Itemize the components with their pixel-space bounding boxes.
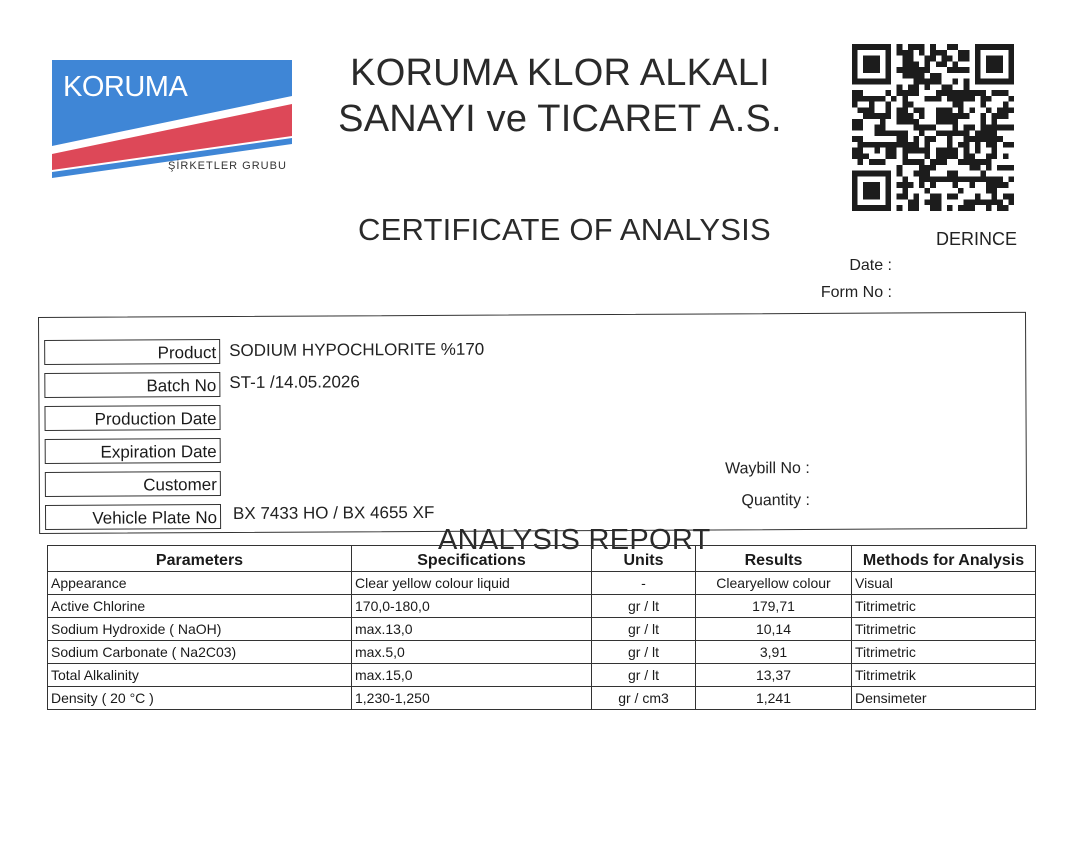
logo-name: KORUMA bbox=[63, 71, 188, 103]
method-cell: Densimeter bbox=[852, 687, 1036, 710]
table-row bbox=[48, 687, 1036, 710]
method-cell: Titrimetric bbox=[852, 641, 1036, 664]
table-row bbox=[48, 618, 1036, 641]
certificate-title: CERTIFICATE OF ANALYSIS bbox=[358, 212, 771, 247]
spec-cell: Clear yellow colour liquid bbox=[352, 572, 592, 595]
spec-cell: max.15,0 bbox=[352, 664, 592, 687]
result-cell: 3,91 bbox=[696, 641, 852, 664]
spec-cell: max.5,0 bbox=[352, 641, 592, 664]
unit-cell: gr / lt bbox=[592, 664, 696, 687]
date-label: Date : bbox=[849, 257, 892, 274]
method-cell: Titrimetric bbox=[852, 618, 1036, 641]
logo-subtitle: ŞİRKETLER GRUBU bbox=[168, 160, 287, 172]
result-cell: 13,37 bbox=[696, 664, 852, 687]
form-number-label: Form No : bbox=[820, 284, 892, 301]
result-cell: 1,241 bbox=[696, 687, 852, 710]
parameter-cell: Total Alkalinity bbox=[48, 664, 352, 687]
vehicle-plate-value: BX 7433 HO / BX 4655 XF bbox=[232, 502, 435, 523]
method-cell: Visual bbox=[852, 572, 1036, 595]
parameter-cell: Appearance bbox=[48, 572, 352, 595]
parameter-cell: Sodium Carbonate ( Na2C03) bbox=[48, 641, 352, 664]
product-info-box bbox=[38, 312, 1027, 534]
production-date-label: Production Date bbox=[44, 405, 220, 431]
unit-cell: gr / lt bbox=[592, 595, 696, 618]
waybill-label: Waybill No : bbox=[724, 459, 810, 478]
batch-value: ST-1 /14.05.2026 bbox=[229, 372, 360, 392]
company-name-line1: KORUMA KLOR ALKALI bbox=[350, 52, 770, 94]
table-row bbox=[48, 595, 1036, 618]
parameter-cell: Sodium Hydroxide ( NaOH) bbox=[48, 618, 352, 641]
table-row bbox=[48, 664, 1036, 687]
batch-label: Batch No bbox=[44, 372, 220, 398]
unit-cell: gr / lt bbox=[592, 618, 696, 641]
customer-label: Customer bbox=[45, 471, 221, 497]
product-value: SODIUM HYPOCHLORITE %170 bbox=[229, 339, 485, 360]
result-cell: 179,71 bbox=[696, 595, 852, 618]
unit-cell: - bbox=[592, 572, 696, 595]
analysis-table bbox=[47, 545, 1035, 745]
qr-code-icon bbox=[852, 44, 1014, 211]
quantity-label: Quantity : bbox=[741, 491, 811, 510]
parameter-cell: Density ( 20 °C ) bbox=[48, 687, 352, 710]
header-parameters: Parameters bbox=[48, 546, 352, 572]
vehicle-plate-label: Vehicle Plate No bbox=[45, 504, 221, 530]
header-methods: Methods for Analysis bbox=[852, 546, 1036, 572]
spec-cell: max.13,0 bbox=[352, 618, 592, 641]
method-cell: Titrimetrik bbox=[852, 664, 1036, 687]
header-specifications: Specifications bbox=[352, 546, 592, 572]
unit-cell: gr / lt bbox=[592, 641, 696, 664]
table-header-row bbox=[48, 546, 1036, 572]
method-cell: Titrimetric bbox=[852, 595, 1036, 618]
spec-cell: 1,230-1,250 bbox=[352, 687, 592, 710]
header-results: Results bbox=[696, 546, 852, 572]
table-row bbox=[48, 641, 1036, 664]
spec-cell: 170,0-180,0 bbox=[352, 595, 592, 618]
company-name-line2: SANAYI ve TICARET A.S. bbox=[338, 98, 782, 140]
company-logo bbox=[52, 58, 294, 180]
parameter-cell: Active Chlorine bbox=[48, 595, 352, 618]
analysis-report-title: ANALYSIS REPORT bbox=[438, 524, 711, 556]
result-cell: 10,14 bbox=[696, 618, 852, 641]
unit-cell: gr / cm3 bbox=[592, 687, 696, 710]
product-label: Product bbox=[44, 339, 220, 365]
table-row bbox=[48, 572, 1036, 595]
city-label: DERINCE bbox=[936, 229, 1018, 249]
header-units: Units bbox=[592, 546, 696, 572]
result-cell: Clearyellow colour bbox=[696, 572, 852, 595]
expiration-date-label: Expiration Date bbox=[45, 438, 221, 464]
